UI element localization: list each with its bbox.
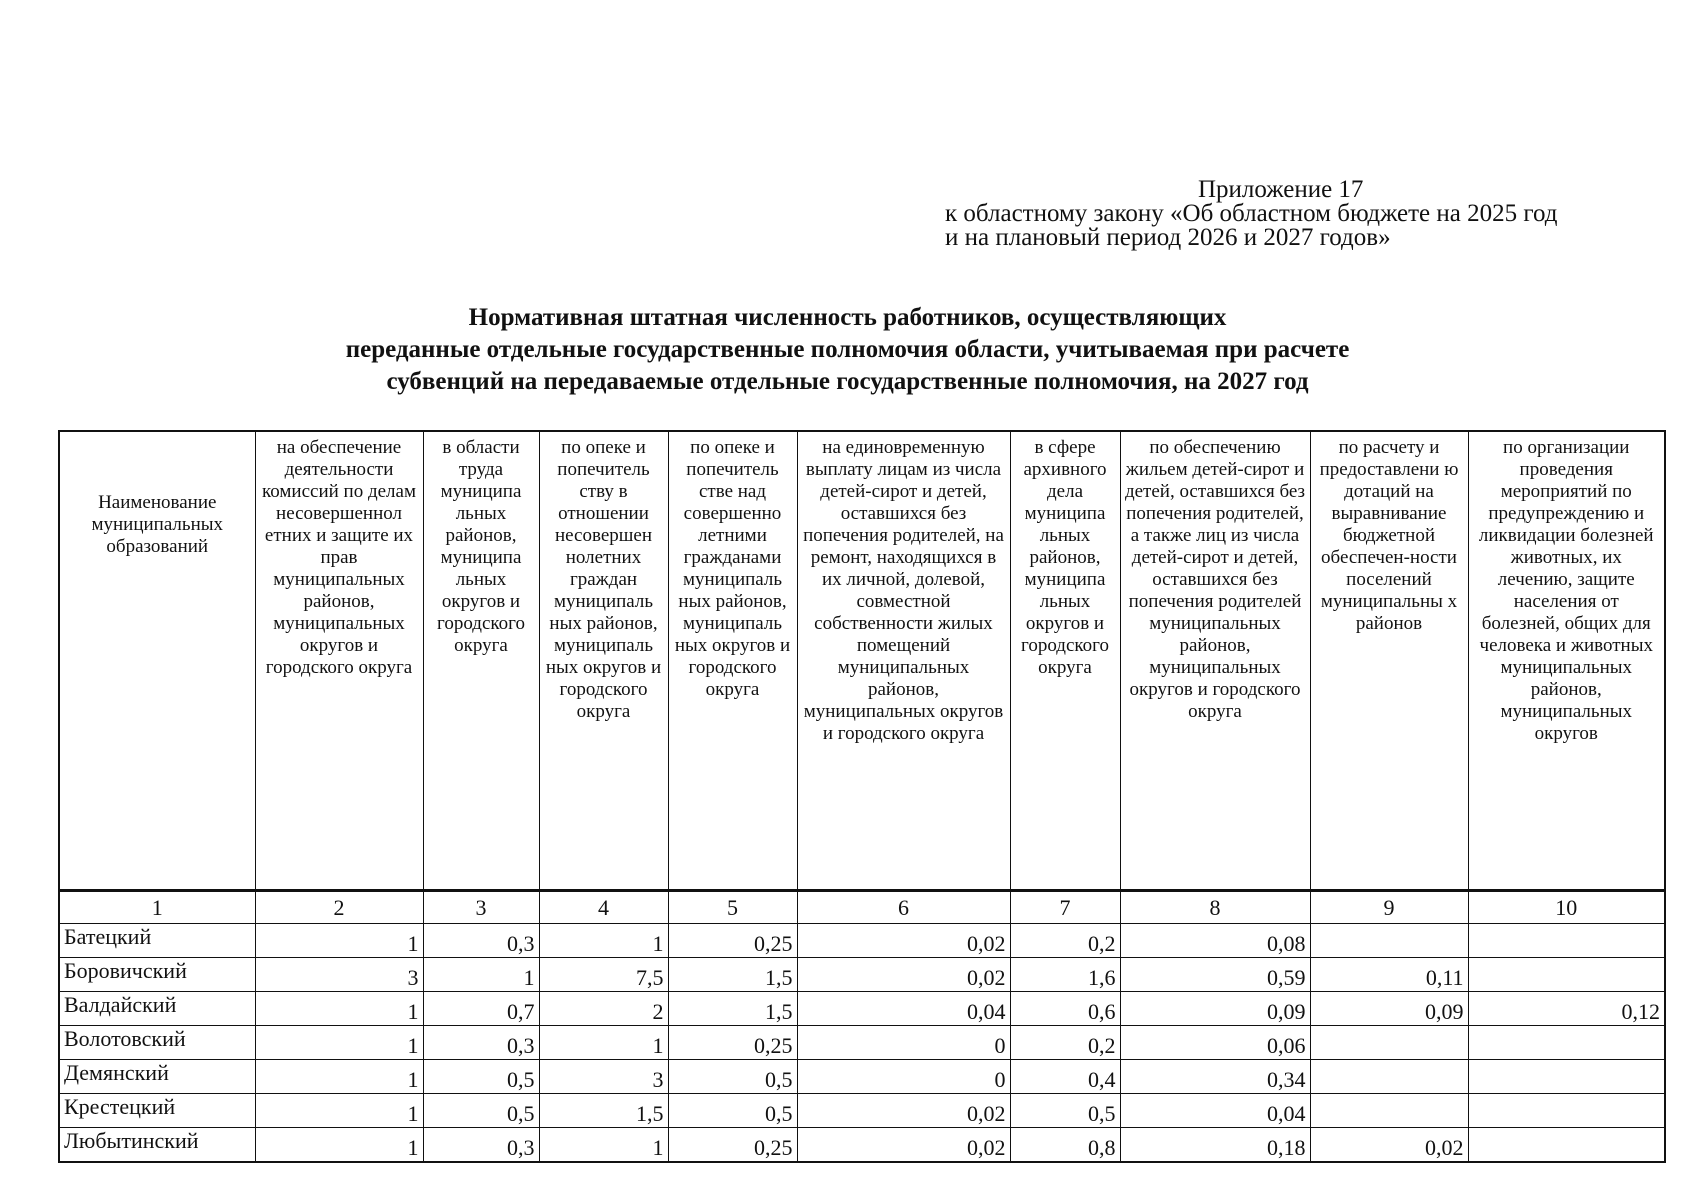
table-cell: 1 [255, 992, 423, 1026]
table-cell: 0,8 [1010, 1128, 1120, 1163]
table-cell [1310, 1094, 1468, 1128]
table-cell: 0 [797, 1060, 1010, 1094]
table-cell: 0,6 [1010, 992, 1120, 1026]
table-row [59, 1060, 1665, 1094]
municipality-name: Волотовский [59, 1026, 255, 1060]
table-cell: 0,2 [1010, 924, 1120, 958]
table-cell: 0,3 [423, 924, 539, 958]
column-header-5: по опеке и попечитель стве над совершенно летними гражданами муниципаль ных районов, муниципаль ных округов и городского округа [668, 431, 797, 891]
table-cell: 1,5 [668, 992, 797, 1026]
appendix-period: и на плановый период 2026 и 2027 годов» [945, 224, 1391, 251]
column-number: 2 [255, 891, 423, 924]
column-number: 9 [1310, 891, 1468, 924]
column-number: 4 [539, 891, 668, 924]
table-cell: 0,7 [423, 992, 539, 1026]
table-cell: 1 [423, 958, 539, 992]
column-header-6: на единовременную выплату лицам из числа детей-сирот и детей, оставшихся без попечения родителей, на ремонт, находящихся в их личной, долевой, совместной собственности жилых помещений муниципальных районов, муниципальных округов и городского округа [797, 431, 1010, 891]
municipality-name: Крестецкий [59, 1094, 255, 1128]
table-cell: 1 [255, 1128, 423, 1163]
table-row [59, 924, 1665, 958]
column-number: 7 [1010, 891, 1120, 924]
table-cell: 2 [539, 992, 668, 1026]
table-cell: 7,5 [539, 958, 668, 992]
table-cell: 0,25 [668, 1026, 797, 1060]
table-cell: 0,02 [797, 1094, 1010, 1128]
column-header-9: по расчету и предоставлени ю дотаций на выравнивание бюджетной обеспечен-ности поселений муниципальны х районов [1310, 431, 1468, 891]
table-row [59, 1094, 1665, 1128]
table-cell [1468, 1128, 1665, 1163]
table-cell: 0,5 [1010, 1094, 1120, 1128]
column-number: 1 [59, 891, 255, 924]
municipality-name: Валдайский [59, 992, 255, 1026]
municipality-name: Боровичский [59, 958, 255, 992]
municipality-name: Любытинский [59, 1128, 255, 1163]
table-cell [1310, 1060, 1468, 1094]
table-cell: 0,4 [1010, 1060, 1120, 1094]
table-cell [1468, 1026, 1665, 1060]
table-cell: 3 [539, 1060, 668, 1094]
table-cell: 1 [255, 1060, 423, 1094]
table-cell: 0,06 [1120, 1026, 1310, 1060]
table-cell: 0,2 [1010, 1026, 1120, 1060]
table-cell: 1 [539, 1128, 668, 1163]
table-row [59, 992, 1665, 1026]
table-cell: 0,12 [1468, 992, 1665, 1026]
document-title [0, 302, 1695, 398]
table-cell: 1 [539, 1026, 668, 1060]
table-cell [1468, 924, 1665, 958]
table-cell: 3 [255, 958, 423, 992]
table-cell: 0,3 [423, 1026, 539, 1060]
table-cell: 0,09 [1120, 992, 1310, 1026]
column-header-3: в области труда муниципа льных районов, муниципа льных округов и городского округа [423, 431, 539, 891]
column-number: 5 [668, 891, 797, 924]
table-cell [1468, 1060, 1665, 1094]
table-cell: 0,18 [1120, 1128, 1310, 1163]
column-header-10: по организации проведения мероприятий по предупреждению и ликвидации болезней животных, их лечению, защите населения от болезней, общих для человека и животных муниципальных районов, муниципальных округов [1468, 431, 1665, 891]
table-cell: 1 [255, 1026, 423, 1060]
column-number: 10 [1468, 891, 1665, 924]
column-number: 6 [797, 891, 1010, 924]
column-header-name: Наименование муниципальных образований [59, 431, 255, 891]
column-header-4: по опеке и попечитель ству в отношении несовершен нолетних граждан муниципаль ных районов, муниципаль ных округов и городского округа [539, 431, 668, 891]
table-cell: 0,11 [1310, 958, 1468, 992]
table-cell: 0,08 [1120, 924, 1310, 958]
municipality-name: Демянский [59, 1060, 255, 1094]
table-cell: 1 [255, 924, 423, 958]
table-cell: 1 [255, 1094, 423, 1128]
table-cell: 0,02 [797, 1128, 1010, 1163]
staffing-table [58, 430, 1666, 1163]
appendix-number: Приложение 17 [1198, 176, 1364, 203]
column-header-2: на обеспечение деятельности комиссий по делам несовершеннол етних и защите их прав муниципальных районов, муниципальных округов и городского округа [255, 431, 423, 891]
table-row [59, 1128, 1665, 1163]
column-number: 3 [423, 891, 539, 924]
table-cell: 0,5 [668, 1094, 797, 1128]
table-cell [1468, 958, 1665, 992]
table-cell: 0 [797, 1026, 1010, 1060]
table-row [59, 958, 1665, 992]
municipality-name: Батецкий [59, 924, 255, 958]
table-cell [1310, 924, 1468, 958]
appendix-law-reference: к областному закону «Об областном бюджете на 2025 год [945, 200, 1558, 227]
table-cell: 0,02 [1310, 1128, 1468, 1163]
title-line-3: субвенций на передаваемые отдельные государственные полномочия, на 2027 год [386, 368, 1309, 395]
table-cell: 0,5 [423, 1094, 539, 1128]
table-cell: 0,59 [1120, 958, 1310, 992]
table-cell: 1,5 [668, 958, 797, 992]
table-cell: 1 [539, 924, 668, 958]
table-cell: 0,3 [423, 1128, 539, 1163]
table-cell [1468, 1094, 1665, 1128]
table-cell: 0,5 [423, 1060, 539, 1094]
table-cell: 0,02 [797, 924, 1010, 958]
table-cell: 0,02 [797, 958, 1010, 992]
table-cell: 0,25 [668, 1128, 797, 1163]
column-header-8: по обеспечению жильем детей-сирот и детей, оставшихся без попечения родителей, а также лиц из числа детей-сирот и детей, оставшихся без попечения родителей муниципальных районов, муниципальных округов и городского округа [1120, 431, 1310, 891]
table-cell: 0,04 [1120, 1094, 1310, 1128]
title-line-1: Нормативная штатная численность работников, осуществляющих [468, 304, 1227, 331]
header-row [59, 431, 1665, 891]
table-cell: 1,6 [1010, 958, 1120, 992]
appendix-header [945, 178, 1558, 250]
table-cell: 0,25 [668, 924, 797, 958]
table-cell: 0,04 [797, 992, 1010, 1026]
table-row [59, 1026, 1665, 1060]
table-cell: 1,5 [539, 1094, 668, 1128]
column-header-7: в сфере архивного дела муниципа льных районов, муниципа льных округов и городского округа [1010, 431, 1120, 891]
table-cell: 0,09 [1310, 992, 1468, 1026]
table-cell: 0,34 [1120, 1060, 1310, 1094]
title-line-2: переданные отдельные государственные полномочия области, учитываемая при расчете [345, 336, 1350, 363]
table-cell [1310, 1026, 1468, 1060]
column-number: 8 [1120, 891, 1310, 924]
table-cell: 0,5 [668, 1060, 797, 1094]
column-number-row [59, 891, 1665, 924]
